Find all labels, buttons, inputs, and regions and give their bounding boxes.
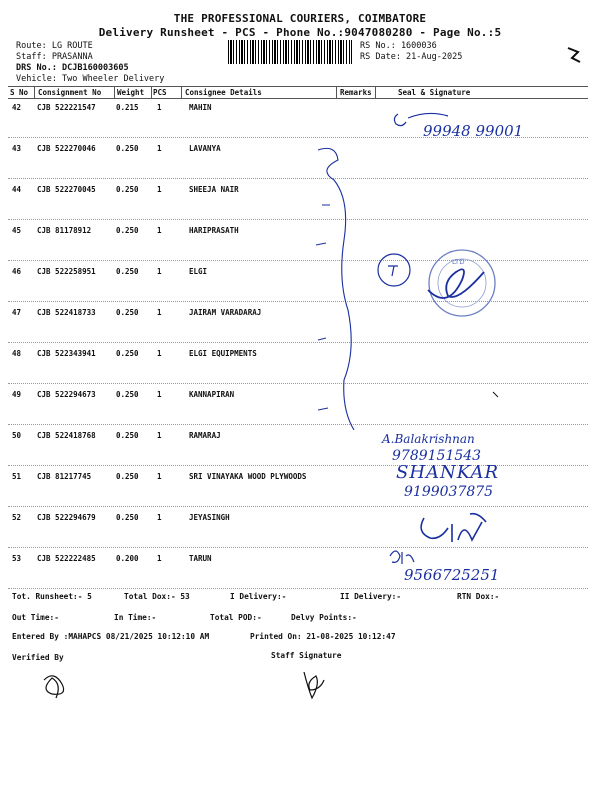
drs-number: DRS No.: DCJB160003605 [16, 63, 129, 73]
handwritten-phone: 9566725251 [404, 566, 500, 584]
row-consignee: ELGI [189, 267, 208, 276]
row-weight: 0.215 [116, 103, 139, 112]
row-pcs: 1 [157, 554, 162, 563]
i-delivery: I Delivery:- [230, 592, 287, 601]
row-consignment-no: CJB 522418768 [37, 431, 96, 440]
rs-date: RS Date: 21-Aug-2025 [360, 52, 463, 62]
total-pod: Total POD:- [210, 613, 262, 622]
row-pcs: 1 [157, 103, 162, 112]
row-sno: 49 [12, 390, 22, 399]
col-header-consignment: Consignment No [38, 88, 102, 97]
row-consignment-no: CJB 522418733 [37, 308, 96, 317]
verified-by-label: Verified By [12, 653, 64, 662]
in-time: In Time:- [114, 613, 157, 622]
row-weight: 0.250 [116, 185, 139, 194]
col-header-pcs: PCS [153, 88, 167, 97]
row-weight: 0.250 [116, 513, 139, 522]
vehicle-label: Vehicle: Two Wheeler Delivery [16, 74, 165, 84]
row-consignee: JEYASINGH [189, 513, 230, 522]
handwritten-phone: 9789151543 [392, 448, 482, 464]
row-pcs: 1 [157, 185, 162, 194]
col-header-seal: Seal & Signature [398, 88, 471, 97]
row-weight: 0.250 [116, 390, 139, 399]
row-consignee: LAVANYA [189, 144, 221, 153]
printed-on: Printed On: 21-08-2025 10:12:47 [250, 632, 396, 641]
row-weight: 0.250 [116, 431, 139, 440]
row-consignee: TARUN [189, 554, 212, 563]
stamp-text: LTD [452, 258, 465, 266]
row-sno: 52 [12, 513, 22, 522]
row-sno: 51 [12, 472, 22, 481]
ii-delivery: II Delivery:- [340, 592, 402, 601]
staff-signature-label: Staff Signature [271, 651, 342, 660]
rs-number: RS No.: 1600036 [360, 41, 437, 51]
row-consignee: JAIRAM VARADARAJ [189, 308, 262, 317]
row-weight: 0.200 [116, 554, 139, 563]
row-sno: 46 [12, 267, 22, 276]
row-consignment-no: CJB 522221547 [37, 103, 96, 112]
col-header-remarks: Remarks [340, 88, 372, 97]
row-consignee: SRI VINAYAKA WOOD PLYWOODS [189, 472, 307, 481]
row-pcs: 1 [157, 472, 162, 481]
row-pcs: 1 [157, 390, 162, 399]
rtn-dox: RTN Dox:- [457, 592, 500, 601]
row-pcs: 1 [157, 267, 162, 276]
col-header-sno: S No [10, 88, 29, 97]
row-sno: 47 [12, 308, 22, 317]
row-weight: 0.250 [116, 308, 139, 317]
entered-by: Entered By :MAHAPCS 08/21/2025 10:12:10 AM [12, 632, 210, 641]
row-consignment-no: CJB 522222485 [37, 554, 96, 563]
row-consignee: ELGI EQUIPMENTS [189, 349, 257, 358]
row-consignment-no: CJB 522270045 [37, 185, 96, 194]
handwritten-phone: 9199037875 [404, 484, 494, 500]
tot-runsheet: Tot. Runsheet:- 5 [12, 592, 92, 601]
row-pcs: 1 [157, 308, 162, 317]
row-consignee: HARIPRASATH [189, 226, 239, 235]
row-sno: 53 [12, 554, 22, 563]
row-consignment-no: CJB 522294679 [37, 513, 96, 522]
row-consignee: RAMARAJ [189, 431, 221, 440]
handwritten-name: A.Balakrishnan [382, 432, 475, 446]
row-sno: 48 [12, 349, 22, 358]
route-label: Route: LG ROUTE [16, 41, 93, 51]
row-consignee: SHEEJA NAIR [189, 185, 239, 194]
staff-label: Staff: PRASANNA [16, 52, 93, 62]
row-sno: 42 [12, 103, 22, 112]
out-time: Out Time:- [12, 613, 59, 622]
runsheet-subtitle: Delivery Runsheet - PCS - Phone No.:9047080280 - Page No.:5 [98, 26, 502, 39]
row-consignment-no: CJB 522258951 [37, 267, 96, 276]
row-sno: 43 [12, 144, 22, 153]
col-header-consignee: Consignee Details [185, 88, 262, 97]
row-consignee: MAHIN [189, 103, 212, 112]
row-consignment-no: CJB 522294673 [37, 390, 96, 399]
row-consignee: KANNAPIRAN [189, 390, 235, 399]
row-sno: 45 [12, 226, 22, 235]
col-header-weight: Weight [117, 88, 145, 97]
row-weight: 0.250 [116, 267, 139, 276]
row-weight: 0.250 [116, 144, 139, 153]
row-weight: 0.250 [116, 349, 139, 358]
row-pcs: 1 [157, 144, 162, 153]
row-weight: 0.250 [116, 472, 139, 481]
row-consignment-no: CJB 522270046 [37, 144, 96, 153]
row-pcs: 1 [157, 349, 162, 358]
handwritten-name: SHANKAR [396, 462, 500, 483]
company-title: THE PROFESSIONAL COURIERS, COIMBATORE [173, 12, 427, 25]
row-sno: 44 [12, 185, 22, 194]
row-pcs: 1 [157, 431, 162, 440]
row-sno: 50 [12, 431, 22, 440]
row-pcs: 1 [157, 513, 162, 522]
handwritten-phone: 99948 99001 [423, 122, 524, 140]
row-consignment-no: CJB 522343941 [37, 349, 96, 358]
row-consignment-no: CJB 81217745 [37, 472, 92, 481]
row-consignment-no: CJB 81178912 [37, 226, 92, 235]
row-weight: 0.250 [116, 226, 139, 235]
total-dox: Total Dox:- 53 [124, 592, 190, 601]
delvy-points: Delvy Points:- [291, 613, 357, 622]
row-pcs: 1 [157, 226, 162, 235]
